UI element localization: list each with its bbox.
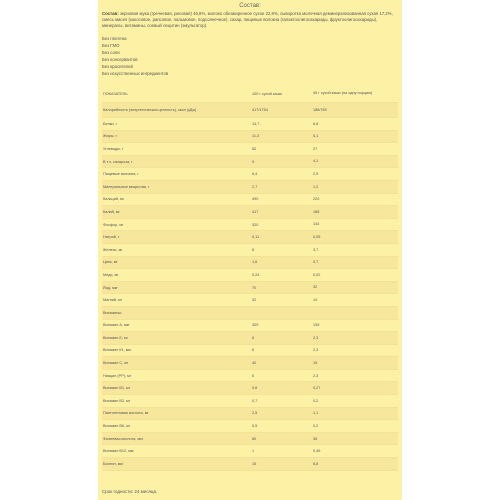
table-row — [102, 420, 398, 433]
table-row — [102, 382, 398, 395]
row-indicator: Минеральные вещества, г — [103, 184, 150, 189]
row-per-portion: 6,6 — [313, 121, 319, 126]
table-row — [102, 282, 398, 295]
table-row — [102, 257, 398, 270]
row-per-100g: 8 — [252, 247, 255, 252]
nutrition-table — [102, 85, 398, 471]
row-per-100g: 6 — [252, 335, 255, 340]
row-per-portion: 0,45 — [313, 449, 321, 454]
row-per-100g: 1,6 — [252, 260, 258, 265]
row-indicator: Витамин В1, мг — [103, 386, 131, 391]
row-indicator: Пищевые волокна, г — [103, 172, 139, 177]
table-row — [102, 320, 398, 333]
row-per-portion: 2,3 — [313, 335, 319, 340]
row-indicator: Витамины: — [103, 310, 123, 315]
row-per-portion: 1,2 — [313, 184, 319, 189]
table-row — [102, 445, 398, 458]
row-per-portion: 3,7 — [313, 247, 319, 252]
header-per-100g: 100 г сухой каши — [252, 91, 282, 96]
row-per-100g: 6 — [252, 348, 255, 353]
row-per-100g: 15 — [252, 461, 257, 466]
row-per-portion: 0,05 — [313, 235, 321, 240]
row-per-portion: 0,7 — [313, 260, 319, 265]
row-per-portion: 144 — [313, 222, 320, 227]
row-per-100g: 60 — [252, 146, 257, 151]
table-row — [102, 168, 398, 181]
row-per-portion: 27 — [313, 146, 318, 151]
row-indicator: Витамин К1, мкг — [103, 348, 132, 353]
row-per-portion: 0,2 — [313, 423, 319, 428]
table-row — [102, 131, 398, 144]
row-indicator: Углеводы, г — [103, 146, 124, 151]
row-indicator: Витамин В12, мкг — [103, 449, 134, 454]
product-info-panel — [98, 0, 402, 500]
header-indicator: ПОКАЗАТЕЛЬ — [103, 91, 128, 96]
row-indicator: Калорийность (энергетическая ценность), ккал (кДж) — [103, 108, 197, 112]
row-indicator: Медь, мг — [103, 272, 119, 277]
row-per-portion: 36 — [313, 436, 318, 441]
row-per-100g: 320 — [252, 222, 259, 227]
row-per-portion: 2,9 — [313, 172, 319, 177]
without-item: Без красителей — [102, 64, 133, 69]
row-per-100g: 0,11 — [252, 235, 260, 240]
without-item: Без соли — [102, 50, 120, 55]
table-body — [102, 103, 398, 471]
table-row — [102, 458, 398, 471]
row-per-100g: 6,4 — [252, 172, 258, 177]
table-row — [102, 294, 398, 307]
row-indicator: Витамин В6, мг — [103, 424, 131, 429]
row-per-portion: 220 — [313, 197, 320, 202]
row-indicator: Жиры, г — [103, 134, 117, 139]
table-row — [102, 118, 398, 131]
header-per-portion: 45 г сухой каши (на одну порцию) — [313, 91, 373, 96]
table-row — [102, 370, 398, 383]
table-row — [102, 357, 398, 370]
row-per-100g: 0,6 — [252, 386, 258, 391]
row-per-100g: 9 — [252, 159, 255, 164]
row-indicator: Биотин, мкг — [103, 461, 124, 466]
row-per-100g: 40 — [252, 361, 257, 366]
table-row — [102, 156, 398, 169]
row-per-100g: 0,24 — [252, 272, 260, 277]
row-indicator: Фосфор, мг — [103, 222, 124, 227]
without-item: Без ГМО — [102, 43, 120, 48]
row-per-100g: 11,3 — [252, 134, 260, 139]
row-per-portion: 188/789 — [313, 107, 327, 112]
row-indicator: Витамин А, мкг — [103, 323, 130, 328]
row-indicator: В т.ч. сахароза, г — [103, 159, 133, 164]
row-indicator: Магний, мг — [103, 298, 123, 303]
row-indicator: Натрий, г — [103, 235, 120, 240]
row-indicator: Витамин С, мг — [103, 361, 129, 366]
without-list — [102, 35, 398, 77]
table-row — [102, 395, 398, 408]
row-per-portion: 139 — [313, 323, 320, 328]
row-per-portion: 0,02 — [313, 272, 321, 277]
row-indicator: Калий, мг — [103, 209, 120, 214]
row-per-100g: 80 — [252, 436, 257, 441]
table-row — [102, 332, 398, 345]
row-per-portion: 188 — [313, 209, 320, 214]
row-per-100g: 2,5 — [252, 411, 258, 416]
row-per-portion: 2,3 — [313, 348, 319, 353]
row-indicator: Йод, мкг — [103, 285, 118, 290]
row-indicator: Витамин Е, мг — [103, 335, 128, 340]
row-indicator: Цинк, мг — [103, 260, 118, 265]
row-per-100g: 32 — [252, 298, 257, 303]
table-row — [102, 231, 398, 244]
table-row — [102, 433, 398, 446]
row-indicator: Белки, г — [103, 121, 117, 126]
row-indicator: Фолиевая кислота, мкг — [103, 436, 144, 441]
row-per-100g: 0,7 — [252, 398, 258, 403]
table-row — [102, 269, 398, 282]
table-row — [102, 194, 398, 207]
table-row — [102, 103, 398, 118]
row-per-100g: 14,7 — [252, 121, 260, 126]
row-indicator: Ниацин (РР), мг — [103, 373, 132, 378]
table-row — [102, 408, 398, 421]
row-indicator: Кальций, мг — [103, 197, 125, 202]
without-item: Без глютена — [102, 36, 127, 41]
without-item: Без консервантов — [102, 57, 138, 62]
table-row — [102, 181, 398, 194]
row-per-100g: 0,5 — [252, 424, 258, 429]
row-indicator: Пантотеновая кислота, мг — [103, 411, 149, 416]
row-per-100g: 1 — [252, 449, 255, 454]
table-row — [102, 143, 398, 156]
row-per-100g: 70 — [252, 285, 257, 290]
table-row — [102, 206, 398, 219]
row-indicator: Витамин В2, мг — [103, 398, 131, 403]
row-per-portion: 0,2 — [313, 398, 319, 403]
row-per-portion: 4,1 — [313, 159, 319, 164]
row-per-portion: 6,8 — [313, 461, 319, 466]
row-per-portion: 5,1 — [313, 134, 319, 139]
row-per-100g: 417/1754 — [252, 108, 268, 112]
table-row — [102, 345, 398, 358]
row-per-100g: 417 — [252, 209, 259, 214]
composition-text — [102, 11, 398, 30]
composition-label: Состав: — [102, 11, 119, 16]
without-item: Без искусственных ингредиентов — [102, 71, 169, 76]
row-per-100g: 2,7 — [252, 184, 258, 189]
row-per-portion: 0,27 — [313, 386, 321, 391]
row-per-portion: 2,3 — [313, 373, 319, 378]
row-per-100g: 309 — [252, 323, 259, 328]
shelf-life-text: Срок годности: 24 месяца. — [102, 489, 158, 494]
table-row — [102, 219, 398, 232]
row-per-portion: 32 — [313, 285, 318, 290]
row-per-100g: 490 — [252, 197, 259, 202]
row-per-portion: 15 — [313, 360, 318, 365]
row-per-100g: 6 — [252, 373, 255, 378]
section-title: Состав: — [239, 3, 261, 9]
row-per-portion: 14 — [313, 298, 318, 302]
table-row — [102, 307, 398, 320]
table-header-row — [102, 85, 398, 103]
composition-body: зерновая мука (гречневая, рисовая) 46,6%, молоко обезжиренное сухое 22,9%, сыворотка молочная деминерализованная сухая 17,2%, смесь масел (кокосовое, рапсовое, пальмовое, подсолнечное), сахар, пищевые волокна (галактоолигосахариды, фруктоолигосахариды), минералы, витамины, соевый лецитин (эмульгатор). — [102, 11, 393, 29]
table-row — [102, 244, 398, 257]
row-indicator: Железо, мг — [103, 247, 123, 252]
row-per-portion: 1,1 — [313, 411, 319, 416]
